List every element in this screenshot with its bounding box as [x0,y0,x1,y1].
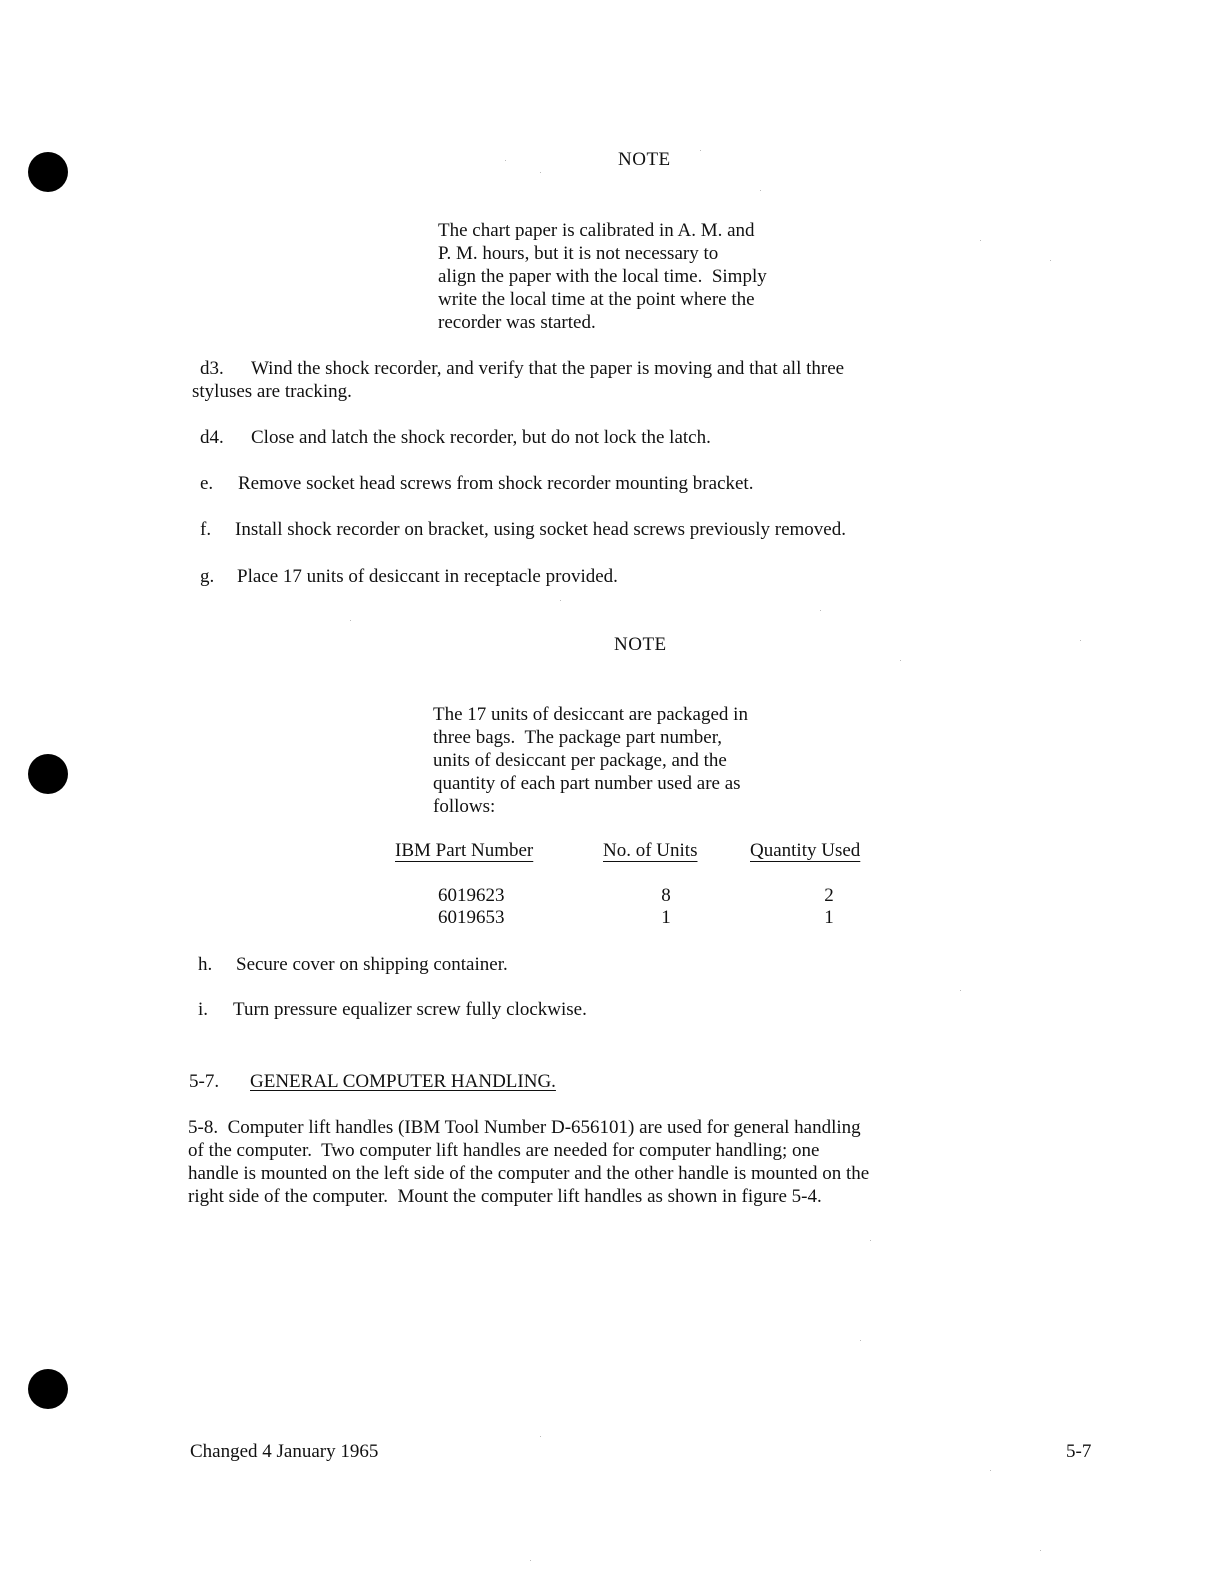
table-header-quantity: Quantity Used [750,840,861,861]
note-line: The chart paper is calibrated in A. M. and [438,220,755,241]
paragraph-line: of the computer. Two computer lift handles are needed for computer handling; one [188,1140,820,1161]
table-header-units: No. of Units [603,840,698,861]
step-i-text: Turn pressure equalizer screw fully clockwise. [233,999,587,1020]
table-cell-quantity: 2 [824,885,834,906]
note-line: quantity of each part number used are as [433,773,741,794]
note-body [438,219,767,334]
step-d4-label: d4. [200,427,224,448]
step-g-label: g. [200,566,215,587]
step-d3-text-cont: styluses are tracking. [192,381,352,402]
step-e-label: e. [200,473,214,494]
paragraph-line: right side of the computer. Mount the computer lift handles as shown in figure 5-4. [188,1186,822,1207]
step-d4-text: Close and latch the shock recorder, but do not lock the latch. [251,427,711,448]
table-cell-part-number: 6019623 [438,885,505,906]
binder-hole-top [28,152,68,192]
step-d3-text: Wind the shock recorder, and verify that the paper is moving and that all three [251,358,845,379]
table-cell-units: 1 [661,907,671,928]
footer-page-number: 5-7 [1066,1441,1092,1462]
paragraph-line: handle is mounted on the left side of the computer and the other handle is mounted on the [188,1163,870,1184]
binder-hole-middle [28,754,68,794]
step-h-label: h. [198,954,213,975]
note-body [433,703,748,818]
step-f-text: Install shock recorder on bracket, using socket head screws previously removed. [235,519,846,540]
note-line: align the paper with the local time. Simply [438,266,767,287]
section-number: 5-7. [189,1071,220,1092]
section-title: GENERAL COMPUTER HANDLING. [250,1071,556,1092]
step-d3-label: d3. [200,358,224,379]
step-g-text: Place 17 units of desiccant in receptacle provided. [237,566,618,587]
paragraph-line: 5-8. Computer lift handles (IBM Tool Number D-656101) are used for general handling [188,1117,861,1138]
step-i-label: i. [198,999,209,1020]
note-heading: NOTE [614,634,667,655]
note-line: three bags. The package part number, [433,727,723,748]
paragraph-5-8 [188,1116,869,1208]
note-line: P. M. hours, but it is not necessary to [438,243,719,264]
table-cell-part-number: 6019653 [438,907,505,928]
note-line: recorder was started. [438,312,596,333]
footer-changed-date: Changed 4 January 1965 [190,1441,379,1462]
step-f-label: f. [200,519,212,540]
note-line: write the local time at the point where the [438,289,755,310]
step-h-text: Secure cover on shipping container. [236,954,508,975]
note-line: follows: [433,796,496,817]
table-cell-quantity: 1 [824,907,834,928]
step-e-text: Remove socket head screws from shock recorder mounting bracket. [238,473,754,494]
note-line: units of desiccant per package, and the [433,750,727,771]
note-line: The 17 units of desiccant are packaged in [433,704,748,725]
table-header-part-number: IBM Part Number [395,840,534,861]
binder-hole-bottom [28,1369,68,1409]
note-heading: NOTE [618,149,671,170]
table-cell-units: 8 [661,885,671,906]
